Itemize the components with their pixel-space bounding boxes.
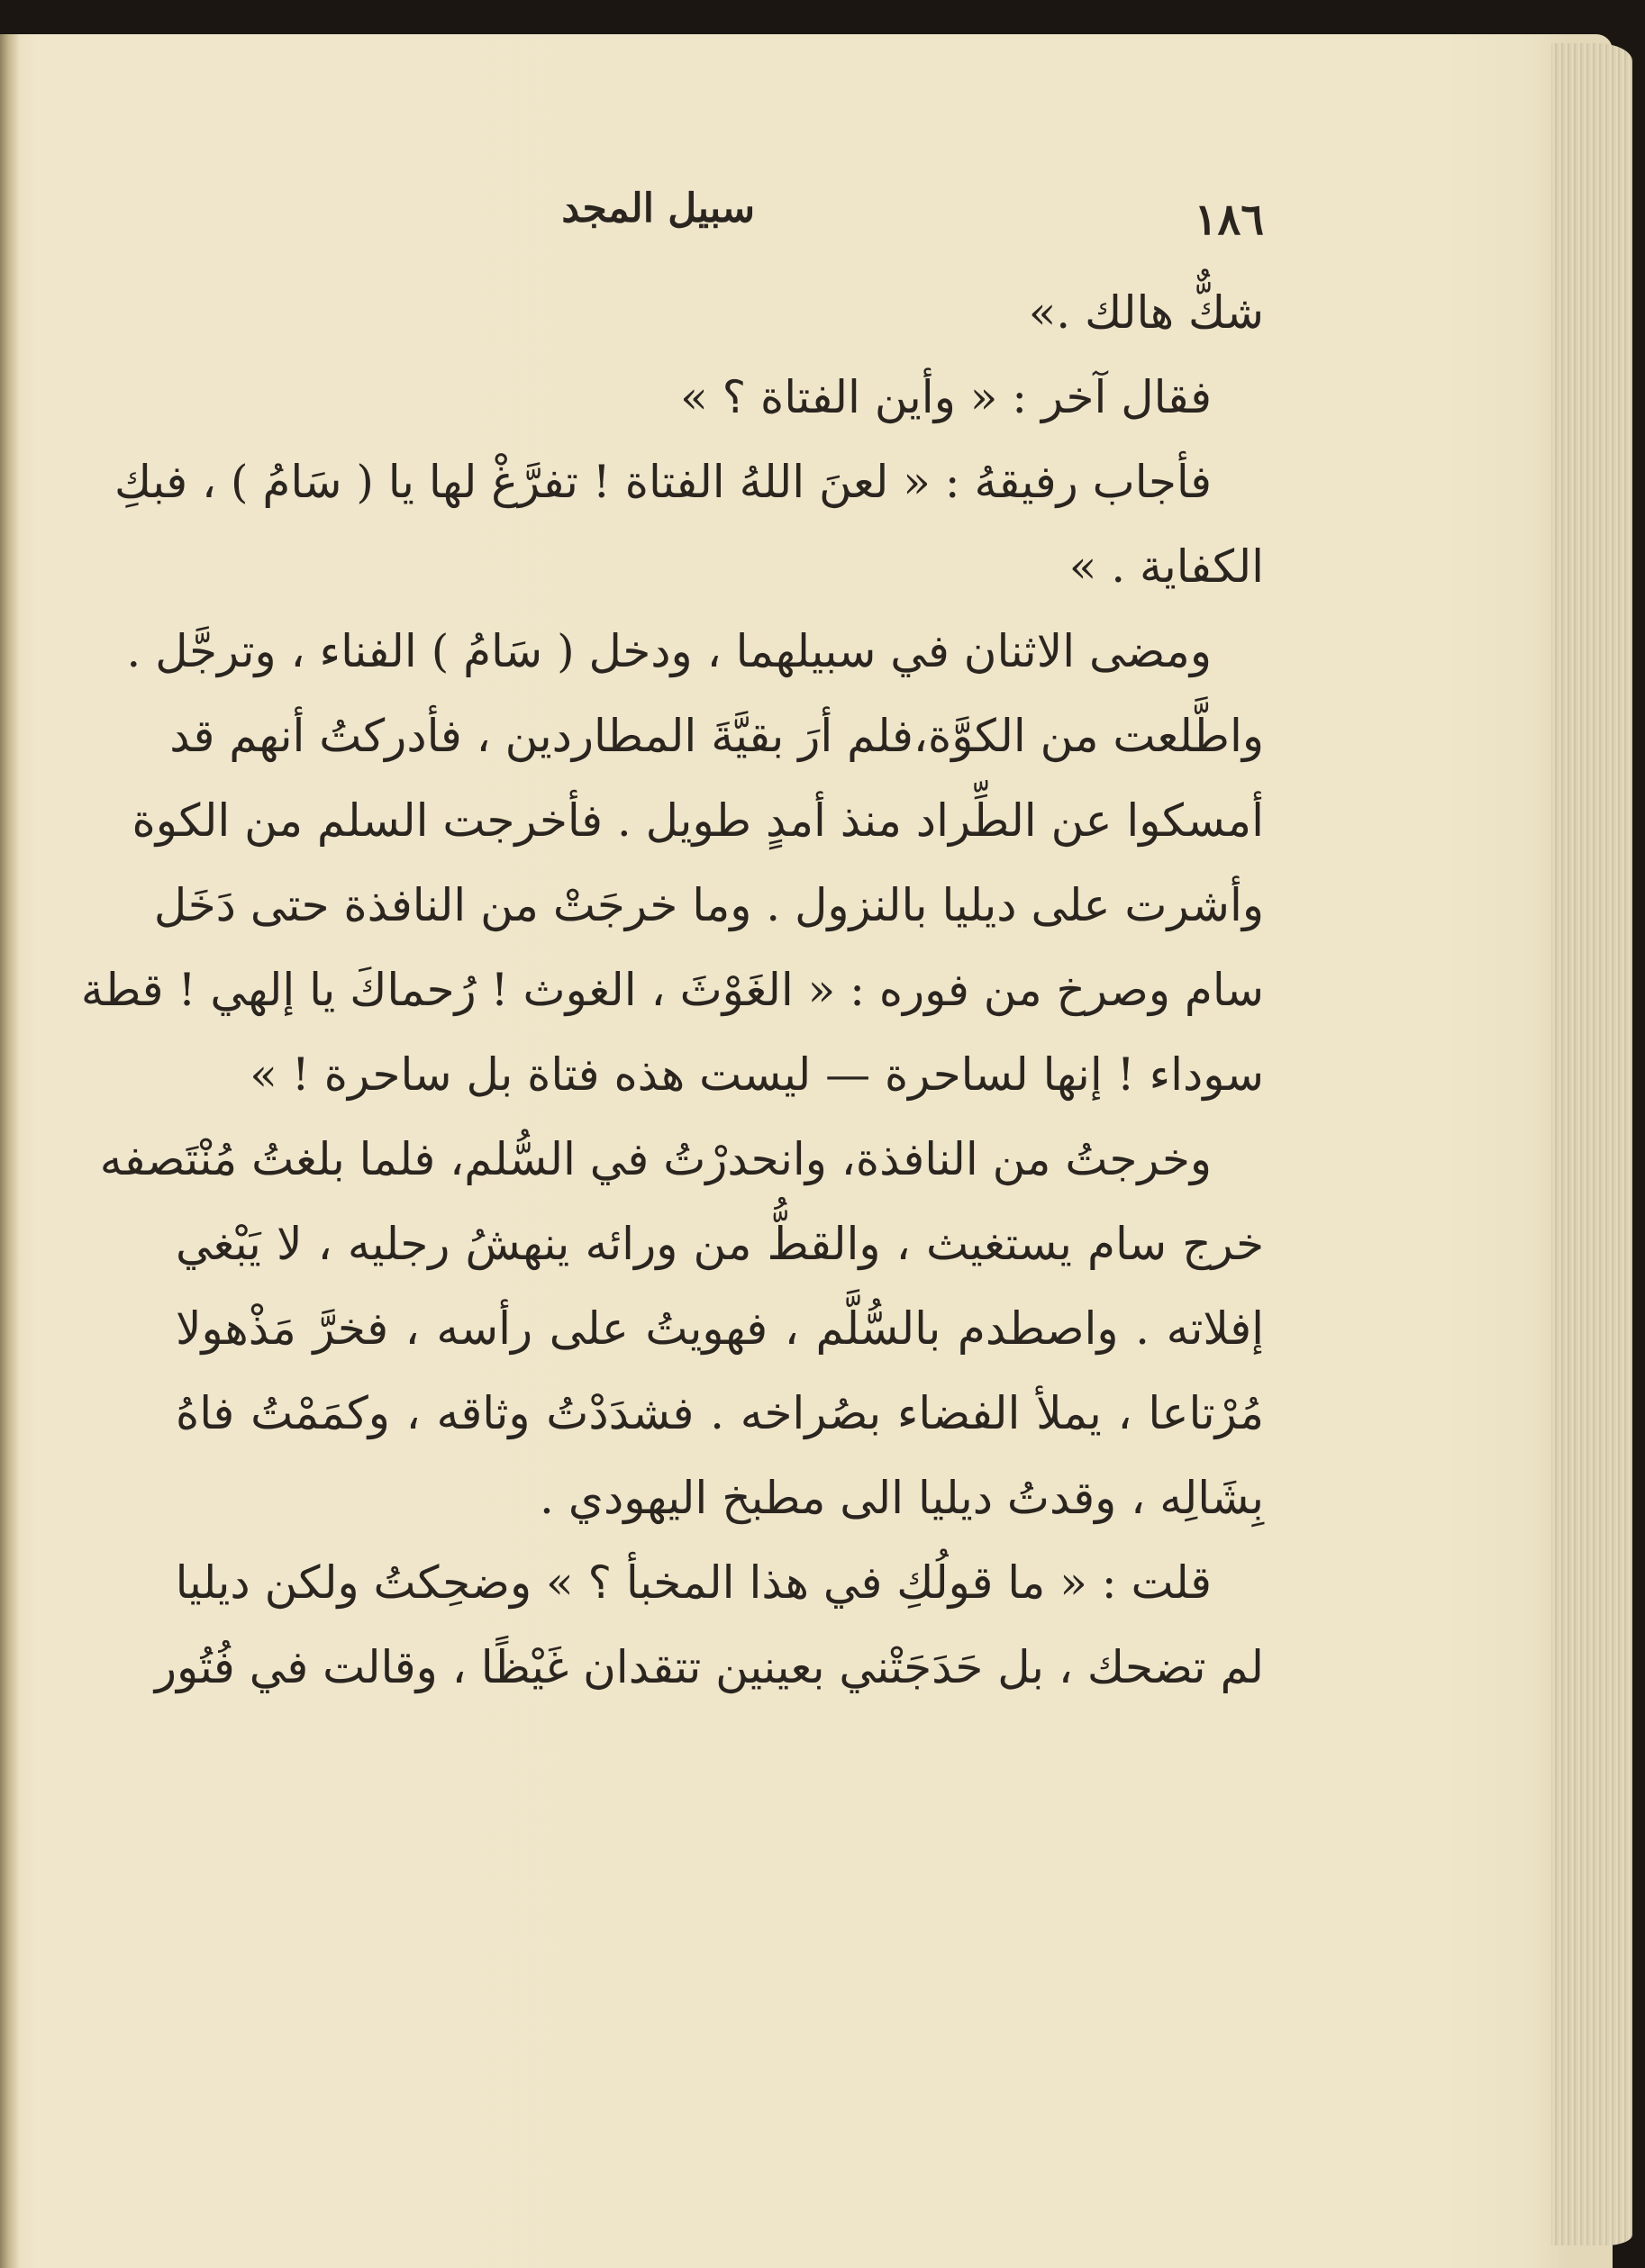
text-line: سام وصرخ من فوره : « الغَوْثَ ، الغوث ! رُحماكَ يا إلهي ! قطة — [80, 964, 1264, 1016]
text-line: واطَّلعت من الكوَّة،فلم أرَ بقيَّةَ المطاردين ، فأدركتُ أنهم قد — [169, 710, 1264, 762]
text-line: لم تضحك ، بل حَدَجَتْني بعينين تتقدان غَيْظًا ، وقالت في فُتُور — [154, 1641, 1264, 1693]
text-line: فأجاب رفيقهُ : « لعنَ اللهُ الفتاة ! تفرَّغْ لها يا ( سَامُ ) ، فبكِ — [114, 456, 1212, 508]
text-line: وأشرت على ديليا بالنزول . وما خرجَتْ من النافذة حتى دَخَل — [153, 879, 1264, 931]
spine-shadow — [0, 34, 20, 2268]
text-line: شكٌّ هالك .» — [1028, 286, 1264, 339]
text-line: إفلاته . واصطدم بالسُّلَّم ، فهويتُ على رأسه ، فخرَّ مَذْهولا — [176, 1302, 1264, 1355]
text-line: وخرجتُ من النافذة، وانحدرْتُ في السُّلم، فلما بلغتُ مُنْتَصفه — [99, 1133, 1212, 1185]
text-line: سوداء ! إنها لساحرة — ليست هذه فتاة بل ساحرة ! » — [250, 1048, 1264, 1101]
text-line: ومضى الاثنان في سبيلهما ، ودخل ( سَامُ ) الفناء ، وترجَّل . — [126, 625, 1212, 677]
text-line: قلت : « ما قولُكِ في هذا المخبأ ؟ » وضحِكتُ ولكن ديليا — [175, 1556, 1212, 1609]
text-block — [80, 180, 1264, 1710]
running-title: سبيل المجد — [561, 186, 755, 231]
page-edges — [1551, 43, 1632, 2245]
page-header — [176, 180, 1264, 270]
text-line: الكفاية . » — [1068, 540, 1264, 593]
text-line: بِشَالِه ، وقدتُ ديليا الى مطبخ اليهودي . — [540, 1472, 1264, 1524]
page-number: ١٨٦ — [1194, 195, 1264, 245]
text-line: أمسكوا عن الطِّراد منذ أمدٍ طويل . فأخرجت السلم من الكوة — [132, 794, 1264, 847]
text-line: مُرْتاعا ، يملأ الفضاء بصُراخه . فشدَدْتُ وثاقه ، وكمَمْتُ فاهُ — [176, 1387, 1264, 1439]
text-line: خرج سام يستغيث ، والقطُّ من ورائه ينهشُ رجليه ، لا يَبْغي — [176, 1218, 1264, 1270]
text-line: فقال آخر : « وأين الفتاة ؟ » — [680, 371, 1212, 423]
